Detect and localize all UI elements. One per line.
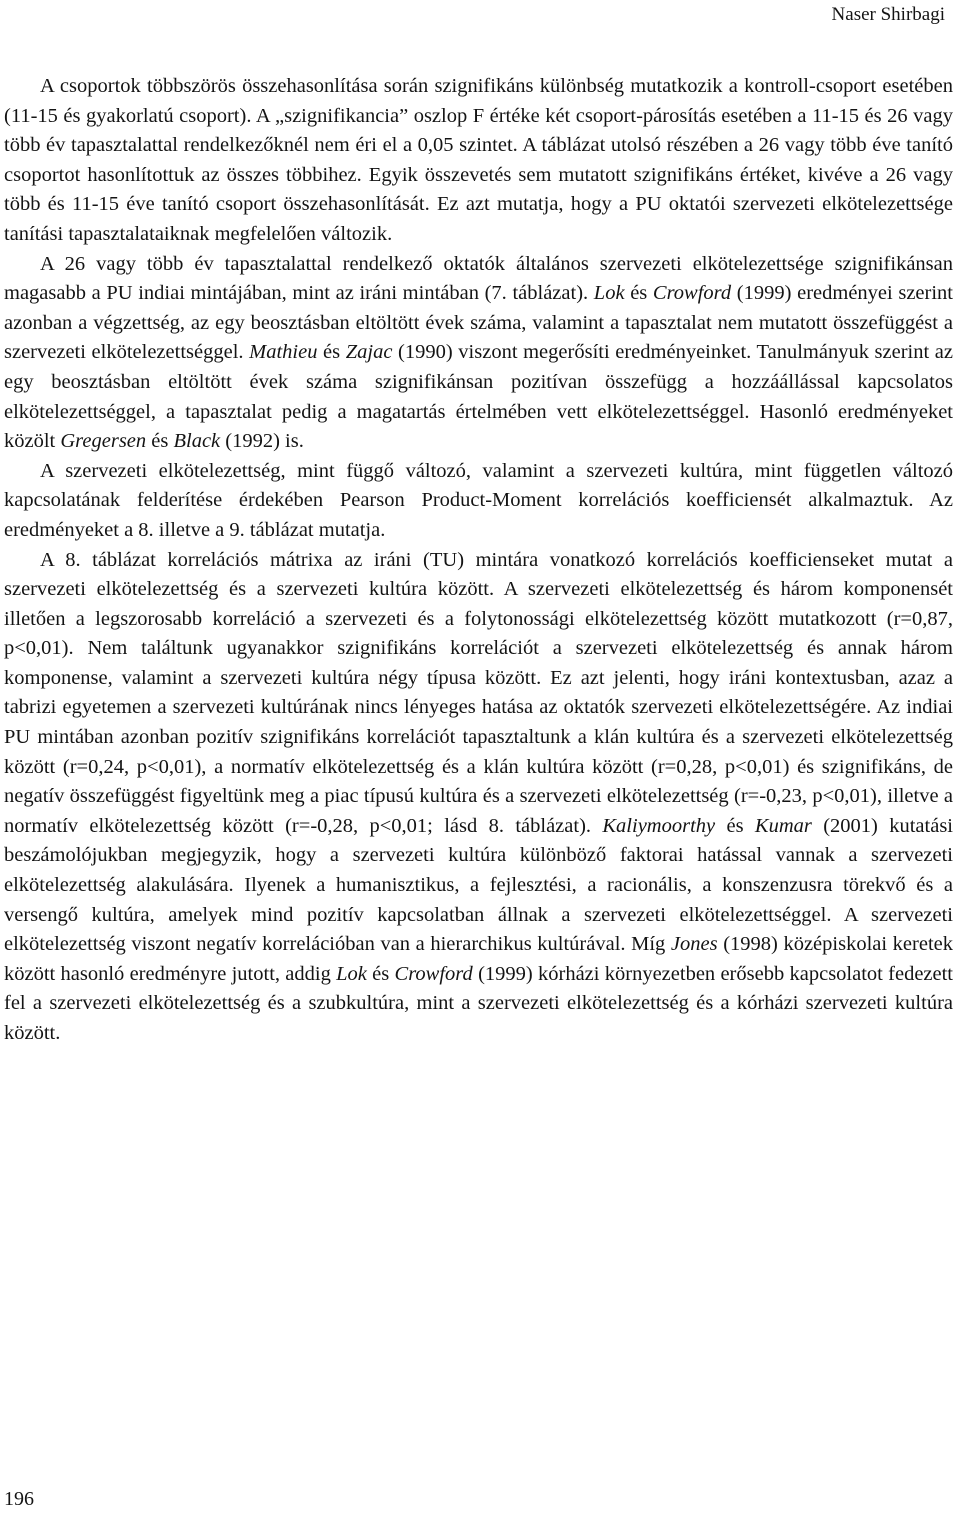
text-run: (1990) viszont megerősíti eredményeinket. Tanulmányuk szerint az egy beosztásban eltöltött évek száma szignifikánsan pozitívan összefügg a hozzáállással kapcsolatos elkötelezettséggel, a tapasztalat pedig a magatartás értelmében vett elkötelezettséggel. Hasonló eredményeket közölt — [4, 341, 953, 453]
author-name: Jones — [670, 933, 718, 956]
text-run: (1999) eredményei szerint azonban a végzettség, az egy beosztásban eltöltött évek száma, valamint a tapasztalat nem mutatott összefüggést a szervezeti elkötelezettséggel. — [4, 282, 954, 364]
author-name: Kumar — [754, 814, 812, 837]
author-name: Zajac — [345, 341, 393, 364]
text-run: A 26 vagy több év tapasztalattal rendelkező oktatók általános szervezeti elkötelezettsége szignifikánsan magasabb a PU indiai mintájában, mint az iráni mintában (7. táblázat). — [4, 252, 953, 305]
author-name: Crowford — [394, 962, 473, 985]
author-name: Black — [173, 430, 221, 453]
running-header-author: Naser Shirbagi — [831, 4, 945, 25]
author-name: Lok — [336, 962, 367, 985]
text-run: A szervezeti elkötelezettség, mint függő változó, valamint a szervezeti kultúra, mint független változó kapcsolatának felderítése érdekében Pearson Product-Moment korrelációs koefficiensét alkalmaztuk. Az eredményeket a 8. illetve a 9. táblázat mutatja. — [4, 459, 953, 541]
text-run: (1999) kórházi környezetben erősebb kapcsolatot fedezett fel a szervezeti elkötelezettség és a szubkultúra, mint a szervezeti elkötelezettség és a kórházi szervezeti kultúra között. — [4, 962, 954, 1044]
text-run: és — [146, 430, 174, 453]
text-run: és — [624, 282, 653, 305]
author-name: Mathieu — [249, 341, 318, 364]
paragraph — [4, 250, 953, 457]
text-run: A csoportok többszörös összehasonlítása során szignifikáns különbség mutatkozik a kontroll-csoport esetében (11-15 és gyakorlatú csoport). A „szignifikancia” oszlop F értéke két csoport-párosítás esetében a 11-15 és 26 vagy több év tapasztalattal rendelkezőknél nem éri el a 0,05 szintet. A táblázat utolsó részében a 26 vagy több éve tanító csoportot hasonlítottuk az összes többihez. Egyik összevetés sem mutatott szignifikáns értéket, kivéve a 26 vagy több és 11-15 éve tanító csoport összehasonlítását. Ez azt mutatja, hogy a PU oktatói szervezeti elkötelezettsége tanítási tapasztalataiknak megfelelően változik. — [4, 75, 953, 245]
text-run: A 8. táblázat korrelációs mátrixa az iráni (TU) mintára vonatkozó korrelációs koefficienseket mutat a szervezeti elkötelezettség és a szervezeti kultúra között. A szervezeti elkötelezettség és három komponensét illetően a legszorosabb korreláció a szervezeti és a folytonossági elkötelezettség között mutatkozott (r=0,87, p<0,01). Nem találtunk ugyanakkor szignifikáns korrelációt a szervezeti elkötelezettség és annak három komponense, valamint a szervezeti kultúra négy típusa között. Ez azt jelenti, hogy iráni kontextusban, azaz a tabrizi egyetemen a szervezeti kultúrának nincs lényeges hatása az oktatók szervezeti elkötelezettségére. Az indiai PU mintában azonban pozitív szignifikáns korrelációt tapasztaltunk a klán kultúra és a szervezeti elkötelezettség között (r=0,24, p<0,01), a normatív elkötelezettség és a klán kultúra között (r=0,28, p<0,01) és szignifikáns, de negatív összefüggést figyeltünk meg a piac típusú kultúra és a szervezeti elkötelezettség (r=-0,23, p<0,01), illetve a normatív elkötelezettség között (r=-0,28, p<0,01; lásd 8. táblázat). — [4, 548, 953, 837]
body-text — [4, 72, 953, 1049]
author-name: Gregersen — [60, 430, 147, 453]
page-number: 196 — [4, 1488, 34, 1510]
text-run: és — [317, 341, 346, 364]
author-name: Kaliymoorthy — [602, 814, 716, 837]
paragraph — [4, 72, 953, 250]
text-run: és — [715, 814, 755, 837]
author-name: Crowford — [652, 282, 732, 305]
text-run: (1998) középiskolai keretek között hasonló eredményre jutott, addig — [4, 933, 953, 985]
author-name: Lok — [593, 282, 625, 305]
paragraph — [4, 546, 953, 1049]
paragraph — [4, 457, 953, 546]
text-run: (2001) kutatási beszámolójukban megjegyzik, hogy a szervezeti kultúra különböző faktorai hatással vannak a szervezeti elkötelezettség alakulására. Ilyenek a humanisztikus, a fejlesztési, a racionális, a konszenzusra törekvő és a versengő kultúra, amelyek mind pozitív kapcsolatban állnak a szervezeti elkötelezettséggel. A szervezeti elkötelezettség viszont negatív korrelációban van a hierarchikus kultúrával. Míg — [4, 814, 953, 956]
text-run: és — [366, 962, 395, 985]
text-run: (1992) is. — [220, 430, 304, 453]
